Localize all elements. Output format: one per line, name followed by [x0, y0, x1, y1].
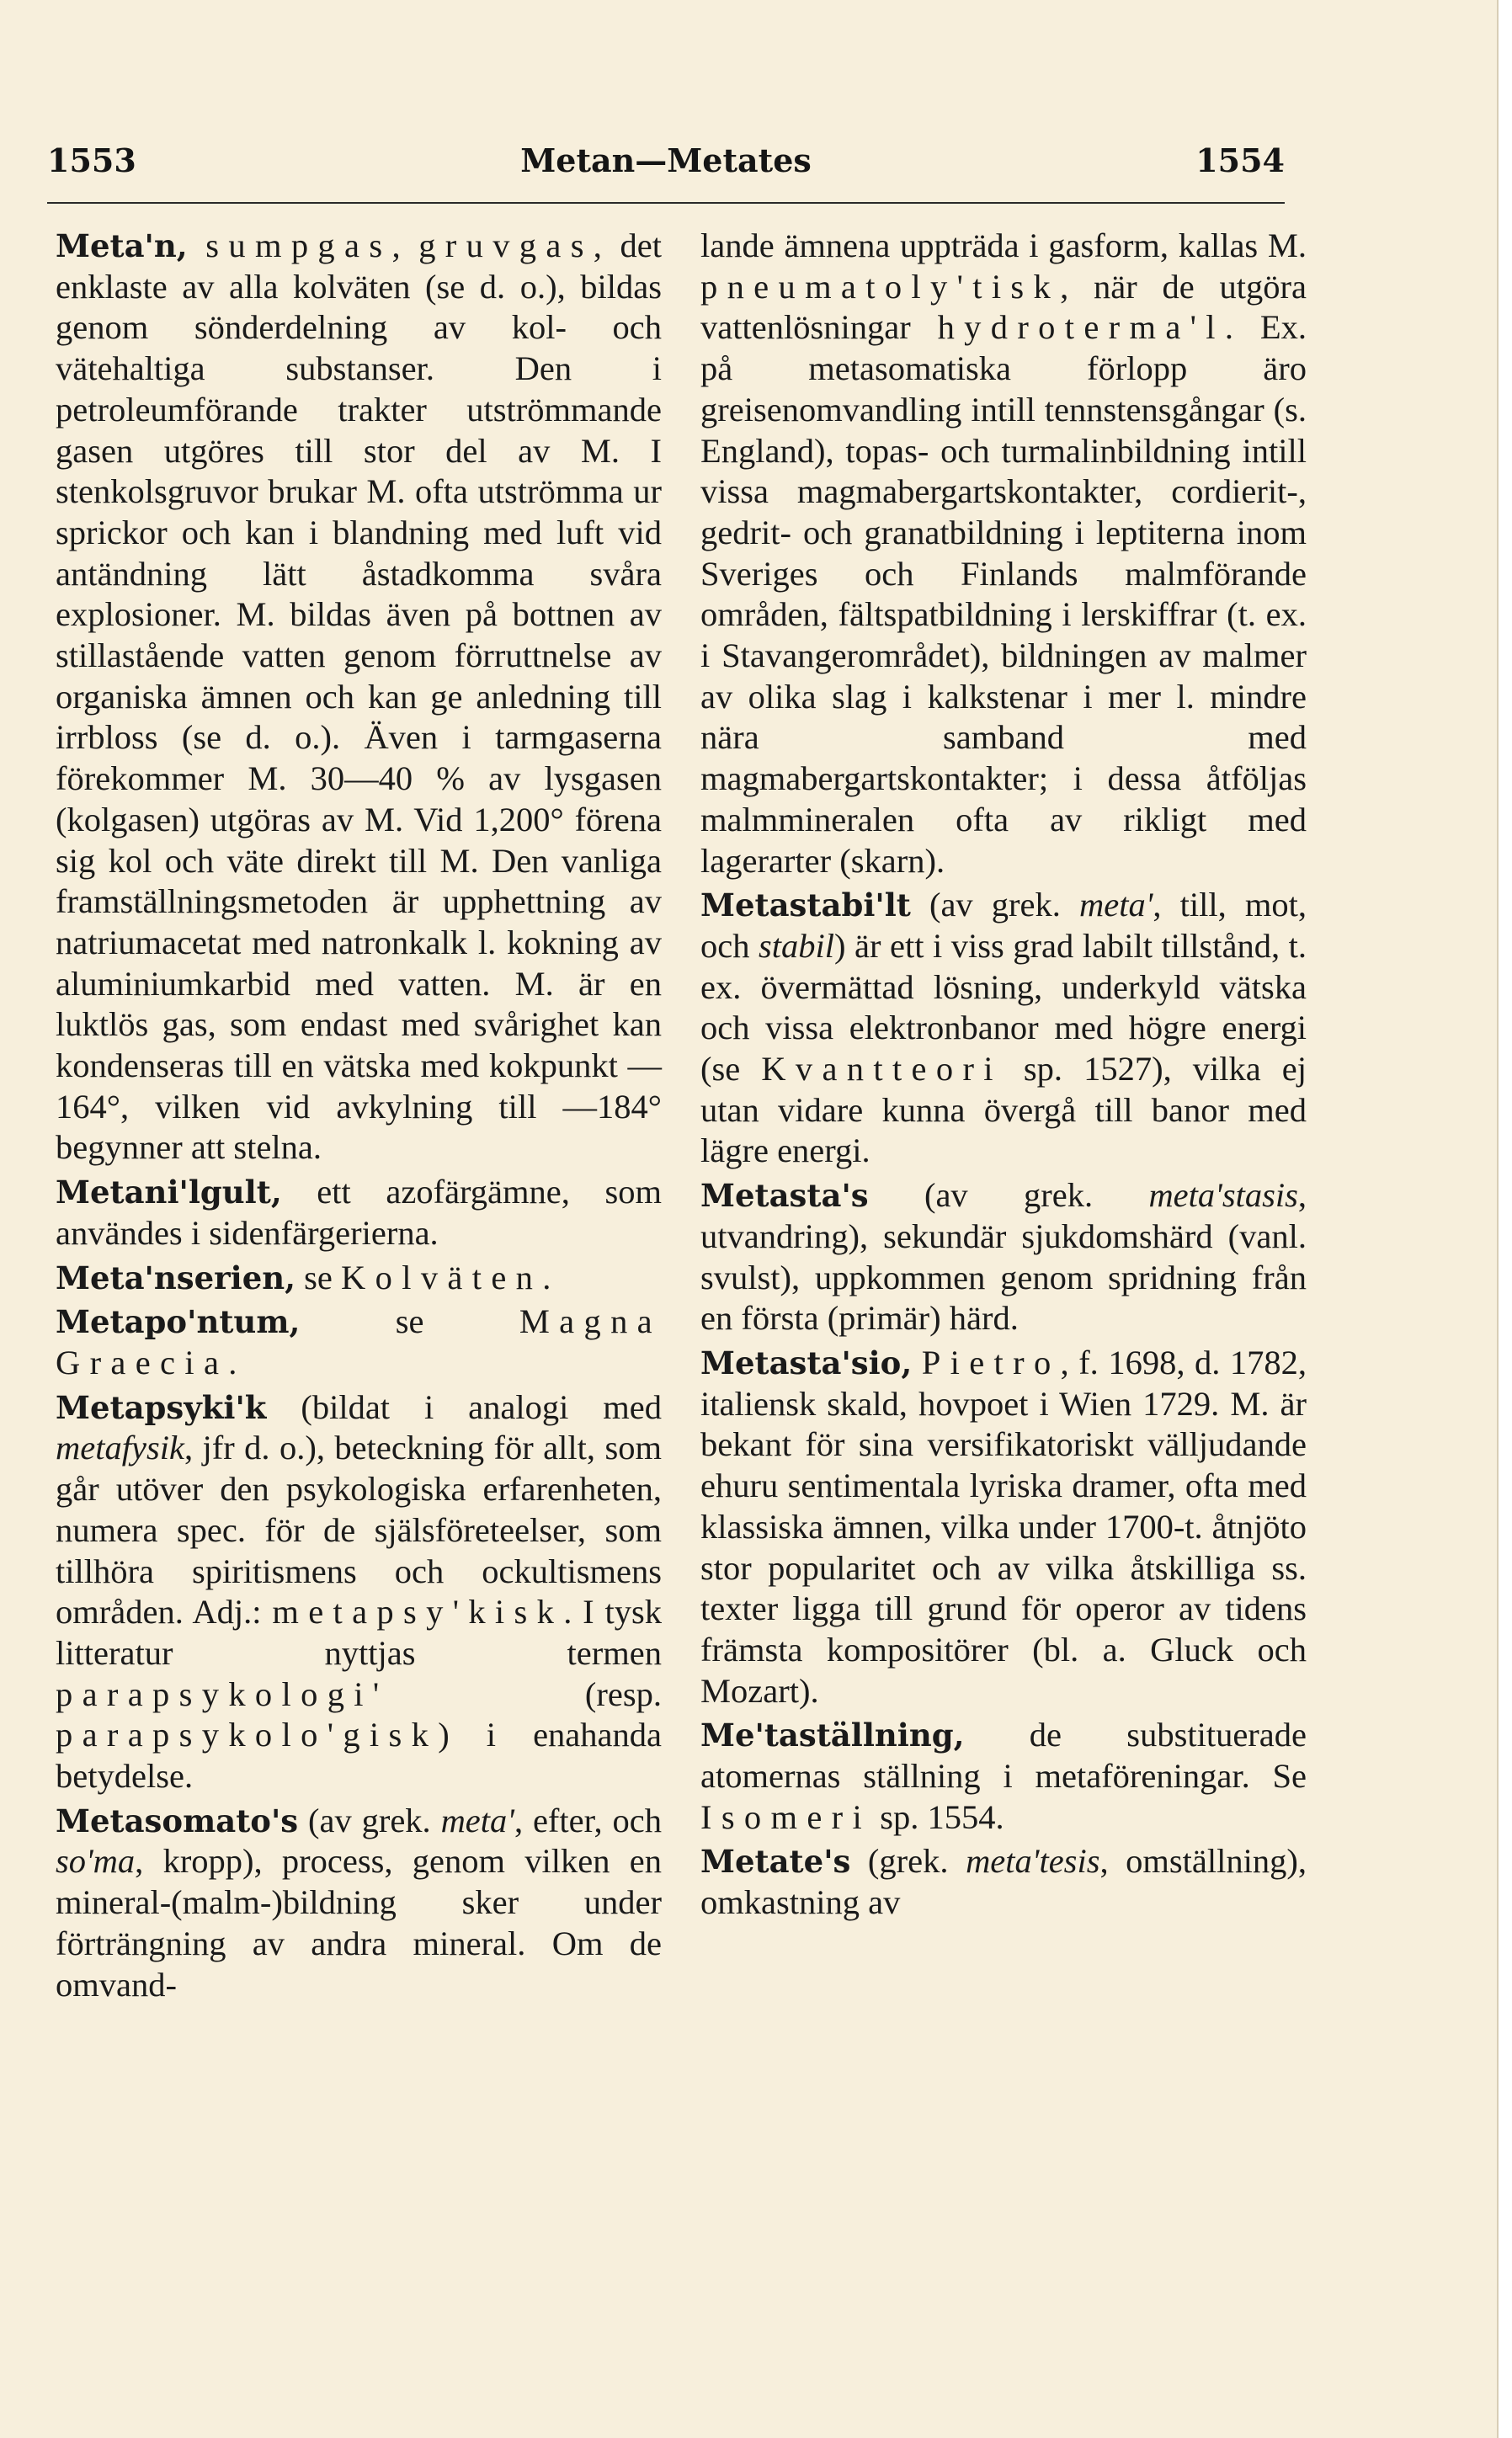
- page-header: [47, 141, 1285, 192]
- entry-text: , efter, och: [514, 1801, 662, 1839]
- entry-text: , när de utgöra vattenlösningar: [700, 267, 1307, 347]
- entry-text: , till, mot, och: [700, 886, 1307, 965]
- italic-term: metafysik: [56, 1429, 184, 1467]
- spaced-term: sumpgas: [205, 226, 392, 264]
- page-number-right: 1554: [1195, 141, 1285, 179]
- entry-text: lande ämnena uppträda i gasform, kallas M.: [700, 226, 1307, 264]
- cross-reference: Kolväten: [341, 1258, 543, 1296]
- italic-term: meta': [440, 1801, 514, 1839]
- page-number-left: 1553: [47, 141, 136, 179]
- right-column: [700, 226, 1307, 1924]
- spaced-term: gruvgas: [418, 226, 594, 264]
- header-rule: [47, 202, 1285, 204]
- entry-text: (av grek.: [298, 1801, 441, 1839]
- spaced-term: Pietro: [921, 1343, 1061, 1381]
- headword: Metastabi'lt: [700, 886, 911, 924]
- entry-metates: [700, 1841, 1307, 1923]
- entry-text: (av grek.: [910, 886, 1079, 924]
- entry-text: .: [228, 1343, 237, 1381]
- cross-reference: Isomeri: [700, 1797, 872, 1836]
- entry-text: (resp.: [388, 1674, 662, 1713]
- entry-metasomatos-continued: [700, 226, 1307, 881]
- entry-text: . Ex. på metasomatiska förlopp äro greisenomvandling intill tennstensgångar (s. England), topas- och turmalinbildning intill vissa magmabergartskontakter, cordierit-, gedrit- och granatbildning i leptiterna inom Sveriges och Finlands malmförande områden, fältspatbildning i lerskiffrar (t. ex. i Stavangerområdet), bildningen av malmer av olika slag i kalkstenar i mer l. mindre nära samband med magmabergartskontakter; i dessa åtföljas malmmineralen ofta av rikligt med lagerarter (skarn).: [700, 308, 1307, 880]
- headword: Meta'nserien,: [56, 1259, 296, 1296]
- entry-metastas: [700, 1175, 1307, 1339]
- headword: Me'taställning,: [700, 1717, 965, 1754]
- headword: Metapsyki'k: [56, 1388, 267, 1426]
- headword: Metasomato's: [56, 1802, 299, 1839]
- entry-metastasio: [700, 1343, 1307, 1711]
- entry-metapsykik: [56, 1387, 662, 1797]
- spaced-term: parapsykolo'gisk: [56, 1716, 439, 1754]
- entry-text: , kropp), process, genom vilken en mineral-(malm-)bildning sker under förträngning av andra mineral. Om de omvand-: [56, 1842, 662, 2004]
- spaced-term: hydroterma'l: [937, 308, 1225, 347]
- headword: Metasta's: [700, 1177, 869, 1215]
- cross-reference: Kvantteori: [761, 1050, 1003, 1089]
- entry-metastallning: [700, 1715, 1307, 1838]
- entry-text: se: [300, 1302, 519, 1341]
- entry-text: .: [542, 1258, 551, 1296]
- entry-metapontum: [56, 1302, 662, 1383]
- running-title: Metan—Metates: [520, 141, 812, 179]
- entry-text: , utvandring), sekundär sjukdomshärd (vanl. svulst), uppkommen genom spridning från en första (primär) härd.: [700, 1176, 1307, 1338]
- italic-term: meta': [1079, 886, 1153, 924]
- spaced-term: pneumatoly'tisk: [700, 267, 1061, 306]
- headword: Metasta'sio,: [700, 1344, 913, 1381]
- entry-text: [912, 1344, 922, 1381]
- entry-text: sp. 1554.: [871, 1797, 1004, 1836]
- headword: Meta'n,: [56, 227, 188, 264]
- entry-text: (bildat i analogi med: [266, 1387, 662, 1426]
- entry-text: ,: [391, 226, 419, 264]
- entry-text: [188, 226, 206, 264]
- entry-text: sp. 1527), vilka ej utan vidare kunna övergå till banor med lägre energi.: [700, 1050, 1307, 1170]
- entry-text: (av grek.: [868, 1176, 1149, 1215]
- entry-text: , f. 1698, d. 1782, italiensk skald, hovpoet i Wien 1729. M. är bekant för sina versifikatoriskt välljudande ehuru sentimentala lyriska dramer, ofta med klassiska ämnen, vilka under 1700-t. åtnjöto stor popularitet och av vilka åtskilliga ss. texter ligga till grund för operor av tidens främsta kompositörer (bl. a. Gluck och Mozart).: [700, 1343, 1307, 1710]
- italic-term: so'ma: [56, 1842, 136, 1881]
- left-column: [56, 226, 662, 2005]
- entry-text: , jfr d. o.), beteckning för allt, som går utöver den psykologiska erfarenheten, numera spec. för de själsföreteelser, som tillhöra spiritismens och ockultismens områden. Adj.:: [56, 1429, 662, 1632]
- entry-metanilgult: [56, 1172, 662, 1254]
- spaced-term: parapsykologi': [56, 1674, 389, 1713]
- cross-reference: Magna Graecia: [56, 1302, 662, 1381]
- entry-text: . I tysk litteratur nyttjas termen: [56, 1593, 662, 1672]
- entry-text: ett azofärgämne, som användes i sidenfärgerierna.: [56, 1173, 662, 1252]
- entry-metan: [56, 226, 662, 1168]
- entry-text: , det enklaste av alla kolväten (se d. o.), bildas genom sönderdelning av kol- och vätehaltiga substanser. Den i petroleumförande trakter utströmmande gasen utgöres till stor del av M. I stenkolsgruvor brukar M. ofta utströmma ur sprickor och kan i blandning med luft vid antändning lätt åstadkomma svåra explosioner. M. bildas även på bottnen av stillastående vatten genom förruttnelse av organiska ämnen och kan ge anledning till irrbloss (se d. o.). Även i tarmgaserna förekommer M. 30—40 % av lysgasen (kolgasen) utgöras av M. Vid 1,200° förena sig kol och väte direkt till M. Den vanliga framställningsmetoden är upphettning av natriumacetat med natronkalk l. kokning av aluminiumkarbid med vatten. M. är en luktlös gas, som endast med svårighet kan kondenseras till en vätska med kokpunkt —164°, vilken vid avkylning till —184° begynner att stelna.: [56, 226, 663, 1167]
- entry-text: (grek.: [850, 1842, 966, 1881]
- spaced-term: metapsy'kisk: [272, 1593, 564, 1632]
- entry-text: se: [295, 1258, 342, 1296]
- entry-metasomatos: [56, 1801, 662, 2006]
- headword: Metapo'ntum,: [56, 1303, 301, 1341]
- italic-term: meta'tesis: [966, 1842, 1100, 1881]
- entry-metanserien: [56, 1258, 662, 1299]
- entry-text: , omställning), omkastning av: [700, 1842, 1307, 1922]
- headword: Metate's: [700, 1843, 851, 1881]
- entry-text: de substituerade atomernas ställning i metaföreningar. Se: [700, 1716, 1307, 1796]
- entry-metastabilt: [700, 885, 1307, 1172]
- entry-text: ) är ett i viss grad labilt tillstånd, t. ex. övermättad lösning, underkyld vätska och vissa elektronbanor med högre energi (se: [700, 926, 1307, 1089]
- italic-term: meta'stasis: [1148, 1176, 1298, 1215]
- italic-term: stabil: [759, 926, 835, 965]
- entry-text: ) i enahanda betydelse.: [56, 1716, 662, 1796]
- headword: Metani'lgult,: [56, 1174, 282, 1211]
